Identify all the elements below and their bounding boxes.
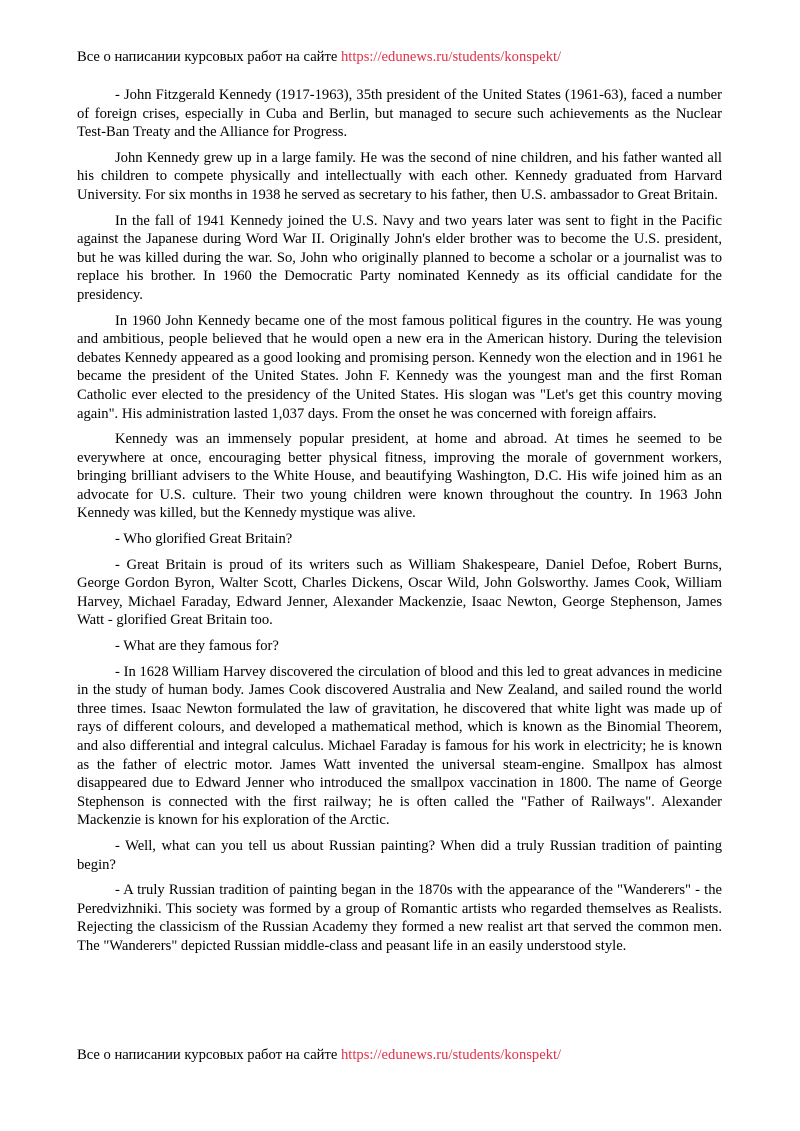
paragraph-answer-painting: - A truly Russian tradition of painting began in the 1870s with the appearance of the "Wanderers" - the Peredvizhniki. This society was formed by a group of Romantic artists who regarded themselves as Realists. Rejecting the classicism of the Russian Academy they formed a new realist art that served the common men. The "Wanderers" depicted Russian middle-class and peasant life in an easily understood style. xyxy=(77,882,722,954)
paragraph-kennedy-intro: - John Fitzgerald Kennedy (1917-1963), 35th president of the United States (1961-63), faced a number of foreign crises, especially in Cuba and Berlin, but managed to secure such achievements as the Nuclear Test-Ban Treaty and the Alliance for Progress. xyxy=(77,87,722,141)
paragraph-answer-famous: - In 1628 William Harvey discovered the circulation of blood and this led to great advances in medicine in the study of human body. James Cook discovered Australia and New Zealand, and sailed round the world three times. Isaac Newton formulated the law of gravitation, he discovered that white light was made up of rays of different colours, and developed a mathematical method, which is known as the Binomial Theorem, and also differential and integral calculus. Michael Faraday is famous for his work in electricity; he is known as the father of electric motor. James Watt invented the universal steam-engine. Smallpox has almost disappeared due to Edward Jenner who introduced the smallpox vaccination in 1800. The name of George Stephenson is connected with the first railway; he is often called the "Father of Railways". Alexander Mackenzie is known for his exploration of the Arctic. xyxy=(77,663,722,829)
header-text: Все о написании курсовых работ на сайте xyxy=(77,49,341,65)
paragraph-question-painting: - Well, what can you tell us about Russian painting? When did a truly Russian tradition of painting begin? xyxy=(77,837,722,873)
paragraph-kennedy-popular: Kennedy was an immensely popular president, at home and abroad. At times he seemed to be everywhere at once, encouraging better physical fitness, improving the morale of government workers, bringing brilliant advisers to the White House, and beautifying Washington, D.C. His wife joined him as an advocate for U.S. culture. Their two young children were known throughout the country. In 1963 John Kennedy was killed, but the Kennedy mystique was alive. xyxy=(77,431,722,522)
page-header xyxy=(77,48,727,67)
paragraph-question-famous: - What are they famous for? xyxy=(115,638,279,655)
document-body xyxy=(77,86,722,963)
paragraph-question-britain: - Who glorified Great Britain? xyxy=(115,531,293,548)
paragraph-answer-britain: - Great Britain is proud of its writers such as William Shakespeare, Daniel Defoe, Robert Burns, George Gordon Byron, Walter Scott, Charles Dickens, Oscar Wild, John Golsworthy. James Cook, William Harvey, Michael Faraday, Edward Jenner, Alexander Mackenzie, Isaac Newton, George Stephenson, James Watt - glorified Great Britain too. xyxy=(77,556,722,629)
header-link[interactable]: https://edunews.ru/students/konspekt/ xyxy=(341,49,562,65)
paragraph-kennedy-election: In 1960 John Kennedy became one of the most famous political figures in the country. He was young and ambitious, people believed that he would open a new era in the American history. During the television debates Kennedy appeared as a good looking and promising person. Kennedy won the election and in 1961 he became the president of the United States. John F. Kennedy was the youngest man and the first Roman Catholic ever elected to the presidency of the United States. His slogan was "Let's get this country moving again". His administration lasted 1,037 days. From the onset he was concerned with foreign affairs. xyxy=(77,312,722,422)
footer-link[interactable]: https://edunews.ru/students/konspekt/ xyxy=(341,1047,562,1063)
page-footer xyxy=(77,1046,727,1065)
footer-text: Все о написании курсовых работ на сайте xyxy=(77,1047,341,1063)
paragraph-kennedy-family: John Kennedy grew up in a large family. He was the second of nine children, and his father wanted all his children to compete physically and intellectually with each other. Kennedy graduated from Harvard University. For six months in 1938 he served as secretary to his father, then U.S. ambassador to Great Britain. xyxy=(77,149,722,203)
paragraph-kennedy-navy: In the fall of 1941 Kennedy joined the U.S. Navy and two years later was sent to fight in the Pacific against the Japanese during Word War II. Originally John's elder brother was to become the U.S. president, but he was killed during the war. So, John who originally planned to become a scholar or a journalist was to replace his brother. In 1960 the Democratic Party nominated Kennedy as its official candidate for the presidency. xyxy=(77,212,722,303)
